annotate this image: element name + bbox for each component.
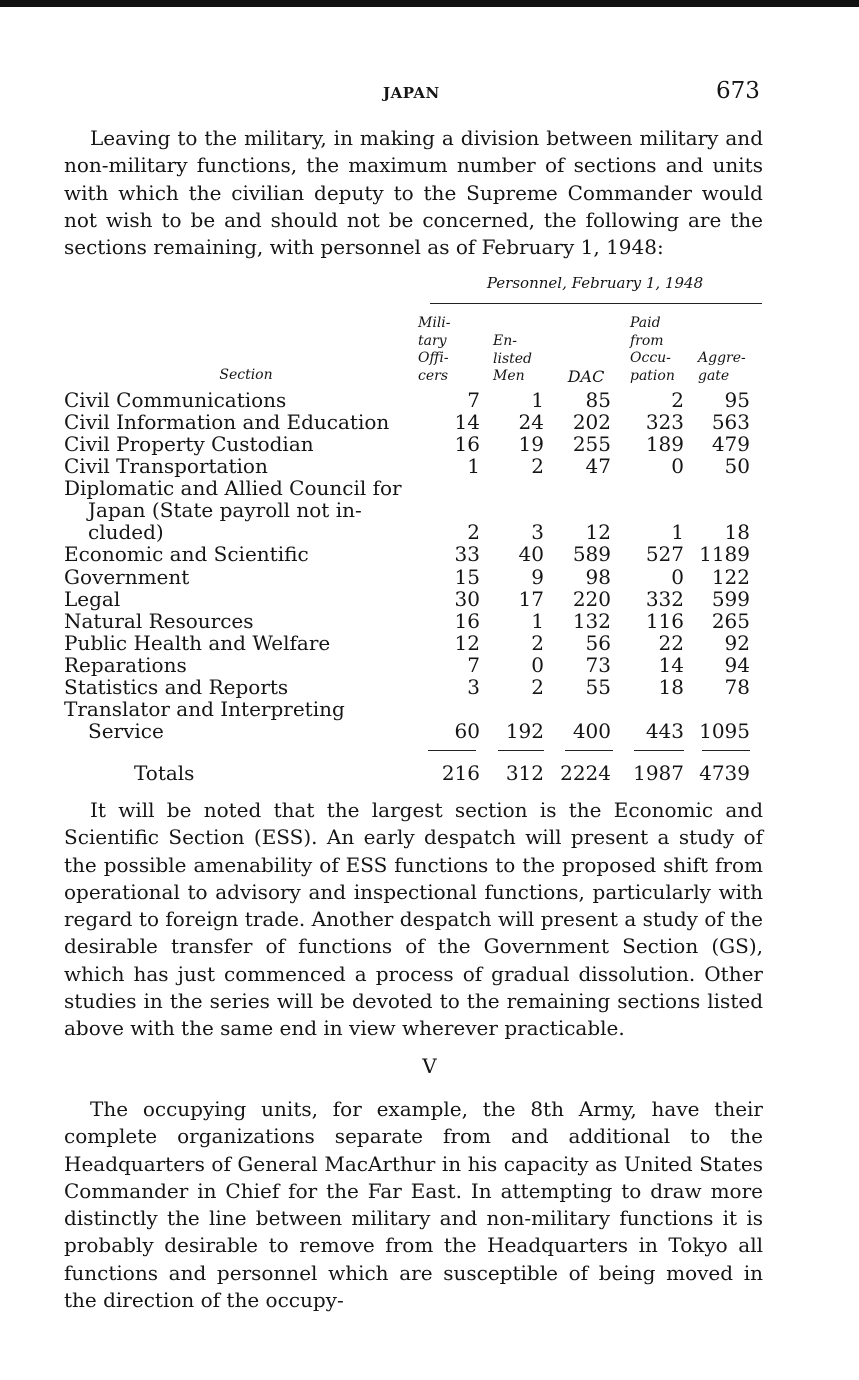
table-row: Civil Information and Education 14 24 202 323 563 (64, 410, 750, 434)
running-head-title: JAPAN (383, 84, 440, 102)
table-row: Service 60 192 400 443 1095 (88, 719, 750, 743)
table-caption: Personnel, February 1, 1948 (486, 274, 704, 292)
running-head (0, 78, 859, 106)
totals-row: Totals 216 312 2224 1987 4739 (134, 761, 750, 785)
occupying-units-paragraph: The occupying units, for example, the 8th Army, have their complete organizations separate from and additional to the Headquarters of General MacArthur in his capacity as United States Commander in Chief for the Far East. In attempting to draw more distinctly the line between military and non-military functions it is probably desirable to remove from the Headquarters in Tokyo all functions and personnel which are susceptible of being moved in the direction of the occupy- (64, 1097, 763, 1313)
header-dac: DAC (567, 367, 605, 386)
page-top-border (0, 0, 859, 7)
intro-paragraph: Leaving to the military, in making a division between military and non-military functions, the maximum number of sections and units with which the civilian deputy to the Supreme Commander would not wish to be and should not be concerned, the following are the sections remaining, with personnel as of February 1, 1948: (64, 126, 763, 260)
table-row: Reparations 7 0 73 14 94 (64, 653, 750, 677)
sum-rule (634, 750, 684, 751)
caption-rule (430, 303, 762, 304)
sum-rule (428, 750, 476, 751)
table-row: Civil Communications 7 1 85 2 95 (64, 388, 750, 412)
table-row: Economic and Scientific 33 40 589 527 1189 (64, 542, 750, 566)
header-military-officers: Mili- tary Offi- cers (418, 315, 451, 384)
sum-rule (498, 750, 544, 751)
table-row: Legal 30 17 220 332 599 (64, 587, 750, 611)
header-aggregate: Aggre- gate (698, 350, 746, 384)
table-row: Japan (State payroll not in- (88, 498, 362, 522)
header-enlisted-men: En- listed Men (493, 333, 533, 385)
table-row: Diplomatic and Allied Council for (64, 476, 402, 500)
table-row: Civil Transportation 1 2 47 0 50 (64, 454, 750, 478)
table-row: Government 15 9 98 0 122 (64, 565, 750, 589)
header-section: Section (219, 367, 273, 383)
section-numeral: V (422, 1054, 437, 1078)
table-row: cluded) 2 3 12 1 18 (88, 520, 750, 544)
table-row: Public Health and Welfare 12 2 56 22 92 (64, 631, 750, 655)
table-row: Translator and Interpreting (64, 697, 345, 721)
analysis-paragraph: It will be noted that the largest section is the Economic and Scientific Section (ESS). An early despatch will present a study of the possible amenability of ESS functions to the proposed shift from operational to advisory and inspectional functions, particularly with regard to foreign trade. Another despatch will present a study of the desirable transfer of functions of the Government Section (GS), which has just commenced a process of gradual dissolution. Other studies in the series will be devoted to the remaining sections listed above with the same end in view wherever practicable. (64, 798, 763, 1041)
table-row: Civil Property Custodian 16 19 255 189 479 (64, 432, 750, 456)
sum-rule (565, 750, 613, 751)
page-number: 673 (716, 78, 760, 104)
sum-rule (702, 750, 750, 751)
header-paid-from-occupation: Paid from Occu- pation (630, 315, 675, 384)
table-row: Statistics and Reports 3 2 55 18 78 (64, 675, 750, 699)
table-row: Natural Resources 16 1 132 116 265 (64, 609, 750, 633)
